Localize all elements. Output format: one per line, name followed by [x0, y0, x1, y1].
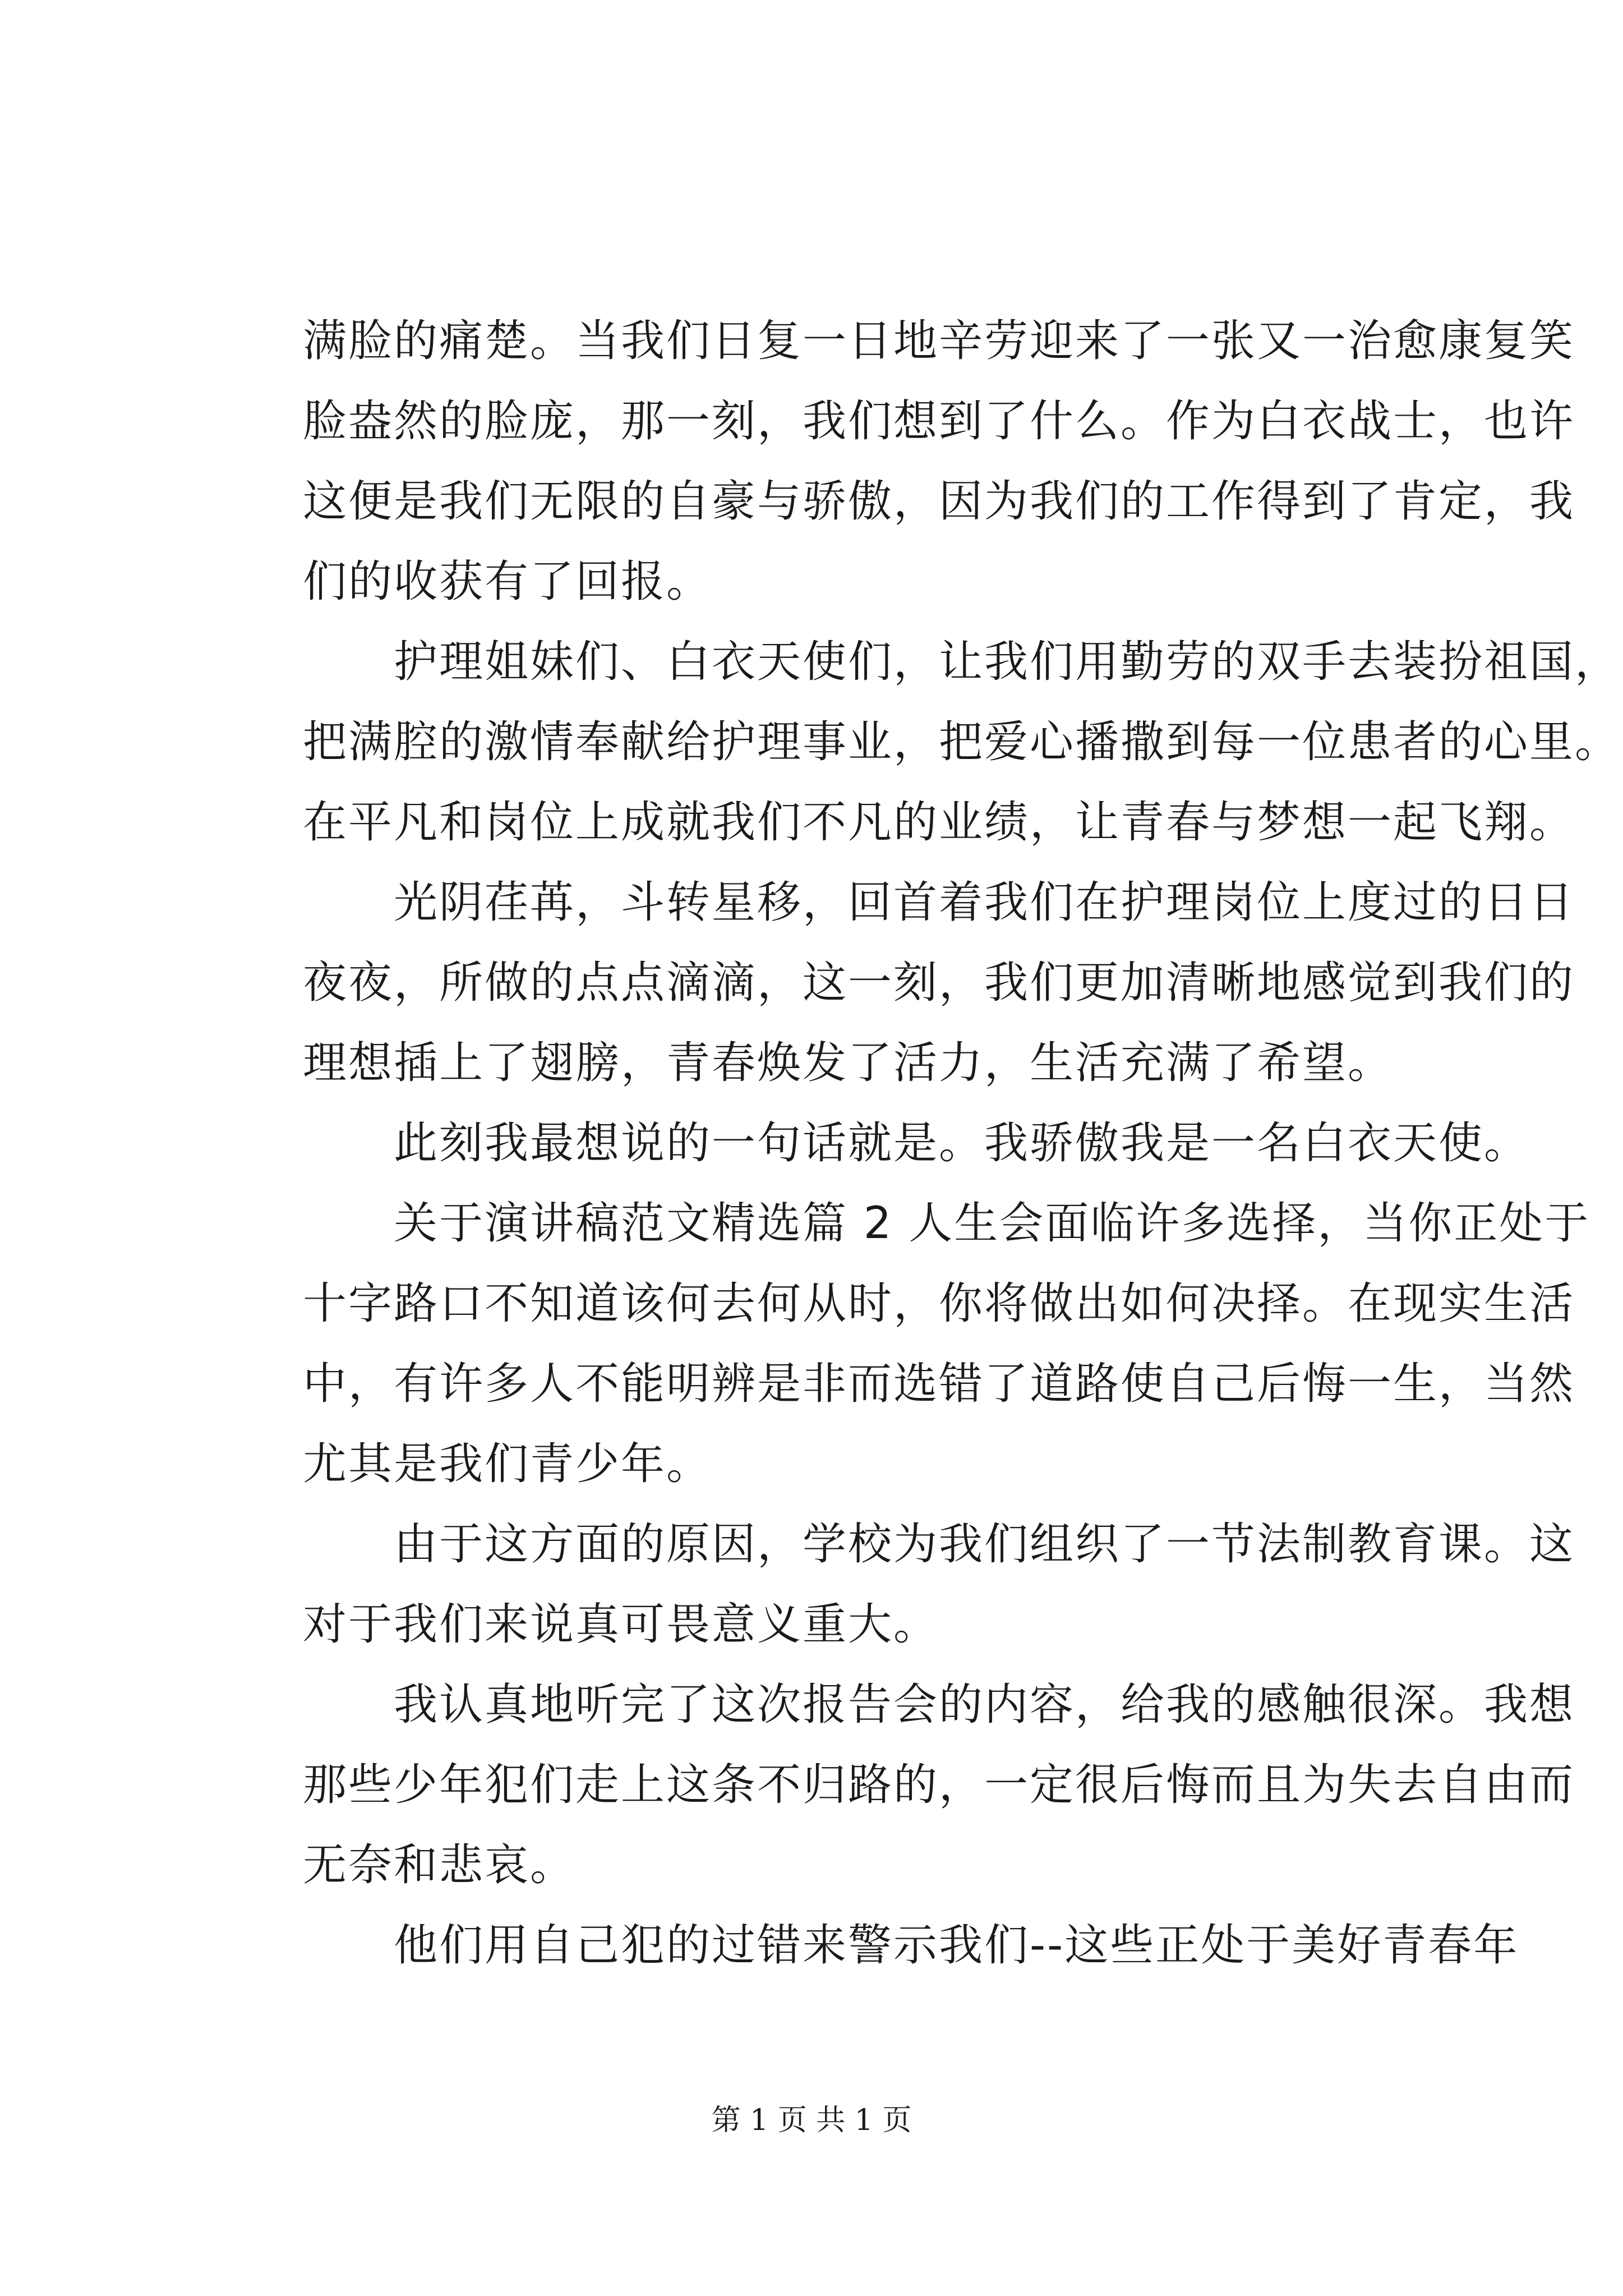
text-line: 夜夜，所做的点点滴滴，这一刻，我们更加清晰地感觉到我们的 [303, 958, 1575, 1008]
text-line: 无奈和悲哀。 [303, 1840, 576, 1890]
text-line: 把满腔的激情奉献给护理事业，把爱心播撒到每一位患者的心里。 [303, 717, 1621, 767]
text-line: 理想插上了翅膀，青春焕发了活力，生活充满了希望。 [303, 1038, 1394, 1088]
page-number-footer: 第 1 页 共 1 页 [711, 2104, 912, 2137]
text-line: 我认真地听完了这次报告会的内容，给我的感触很深。我想 [303, 1680, 1575, 1730]
text-line: 那些少年犯们走上这条不归路的，一定很后悔而且为失去自由而 [303, 1760, 1575, 1810]
text-line: 光阴荏苒，斗转星移，回首着我们在护理岗位上度过的日日 [303, 877, 1575, 928]
text-line: 尤其是我们青少年。 [303, 1439, 712, 1489]
text-line: 这便是我们无限的自豪与骄傲，因为我们的工作得到了肯定，我 [303, 476, 1575, 527]
text-line: 中，有许多人不能明辨是非而选错了道路使自己后悔一生，当然 [303, 1359, 1575, 1409]
text-line: 在平凡和岗位上成就我们不凡的业绩，让青春与梦想一起飞翔。 [303, 797, 1575, 848]
text-line: 关于演讲稿范文精选篇 2 人生会面临许多选择，当你正处于 [303, 1198, 1590, 1249]
text-line: 由于这方面的原因，学校为我们组织了一节法制教育课。这 [303, 1519, 1575, 1570]
text-line: 十字路口不知道该何去何从时，你将做出如何决择。在现实生活 [303, 1278, 1575, 1329]
text-line: 脸盎然的脸庞，那一刻，我们想到了什么。作为白衣战士，也许 [303, 396, 1575, 447]
text-line: 们的收获有了回报。 [303, 556, 712, 607]
text-line: 对于我们来说真可畏意义重大。 [303, 1599, 939, 1650]
text-line: 此刻我最想说的一句话就是。我骄傲我是一名白衣天使。 [303, 1118, 1530, 1168]
text-line: 满脸的痛楚。当我们日复一日地辛劳迎来了一张又一治愈康复笑 [303, 316, 1575, 366]
text-line: 他们用自己犯的过错来警示我们--这些正处于美好青春年 [303, 1920, 1519, 1971]
text-line: 护理姐妹们、白衣天使们，让我们用勤劳的双手去装扮祖国， [303, 637, 1621, 687]
